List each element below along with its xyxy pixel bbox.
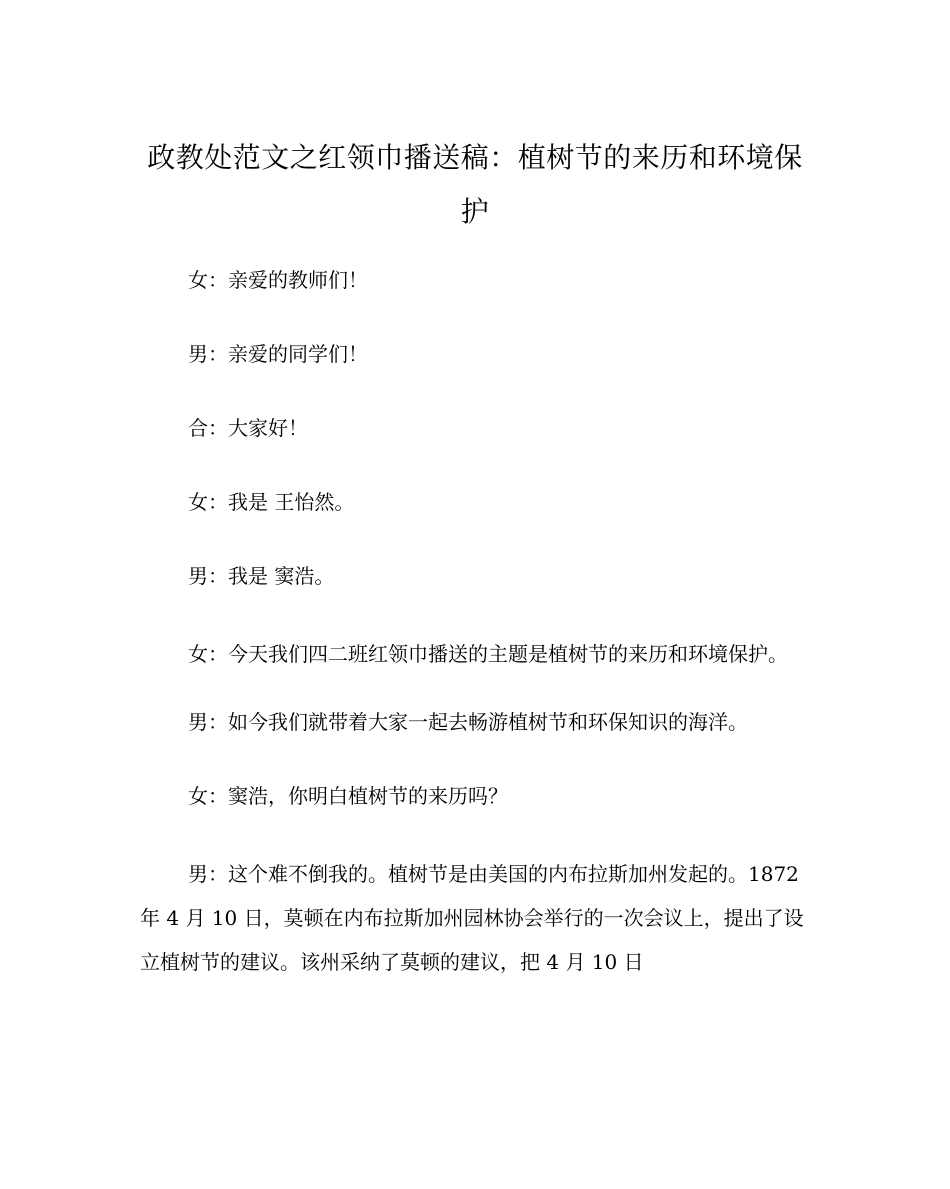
speaker-label: 合： [188, 416, 228, 440]
speaker-label: 男： [188, 710, 228, 734]
speaker-label: 女： [188, 268, 228, 292]
page-title: 政教处范文之红领巾播送稿：植树节的来历和环境保护 [147, 141, 803, 228]
document-body [140, 262, 810, 984]
speaker-label: 男： [188, 862, 228, 886]
dialogue-line [140, 484, 810, 520]
dialogue-line [140, 336, 810, 372]
dialogue-text: 窦浩，你明白植树节的来历吗？ [228, 784, 508, 808]
dialogue-line [140, 262, 810, 298]
dialogue-text: 亲爱的同学们！ [228, 342, 368, 366]
dialogue-text: 如今我们就带着大家一起去畅游植树节和环保知识的海洋。 [228, 710, 748, 734]
dialogue-text: 今天我们四二班红领巾播送的主题是植树节的来历和环境保护。 [228, 642, 788, 666]
dialogue-text: 我是 王怡然。 [228, 490, 355, 514]
speaker-label: 男： [188, 564, 228, 588]
speaker-label: 女： [188, 490, 228, 514]
dialogue-text: 这个难不倒我的。植树节是由美国的内布拉斯加州发起的。1872 年 4 月 10 日，莫顿在内布拉斯加州园林协会举行的一次会议上，提出了设立植树节的建议。该州采纳了莫顿的建议，把 4 月 10 日 [140, 862, 804, 974]
dialogue-line [140, 704, 810, 740]
dialogue-line [140, 778, 810, 814]
dialogue-line [140, 852, 810, 984]
dialogue-text: 亲爱的教师们！ [228, 268, 368, 292]
speaker-label: 女： [188, 642, 228, 666]
dialogue-line [140, 410, 810, 446]
speaker-label: 男： [188, 342, 228, 366]
dialogue-line [140, 632, 810, 676]
speaker-label: 女： [188, 784, 228, 808]
dialogue-line [140, 558, 810, 594]
dialogue-text: 大家好！ [228, 416, 308, 440]
dialogue-text: 我是 窦浩。 [228, 564, 335, 588]
